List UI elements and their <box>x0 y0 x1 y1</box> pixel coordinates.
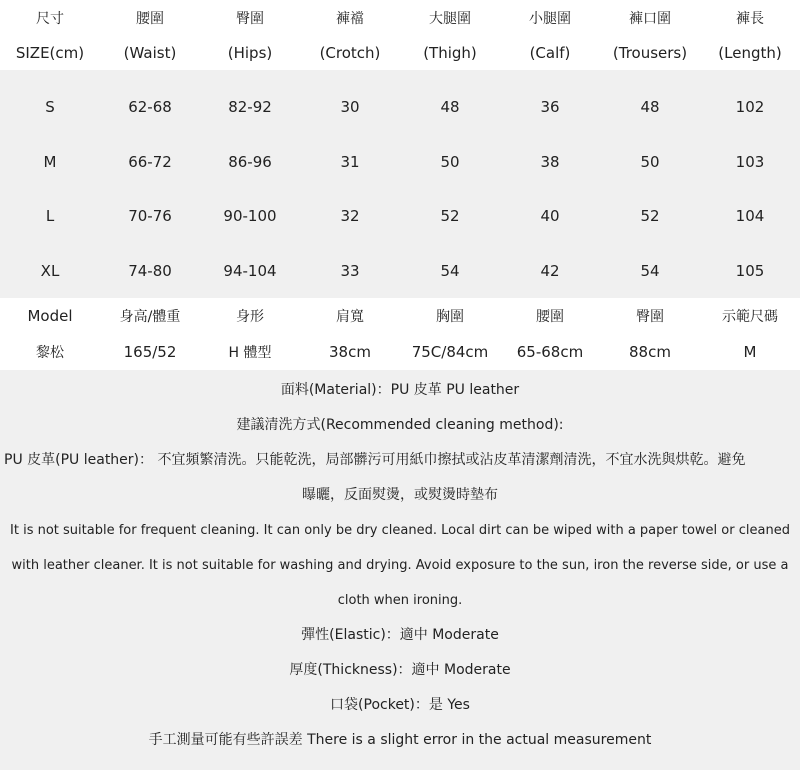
header-zh-cell: 小腿圍 <box>529 10 571 27</box>
cleaning-zh-line-2: 曝曬，反面熨燙，或熨燙時墊布 <box>302 487 498 503</box>
cleaning-zh-line-1: PU 皮革(PU leather)： 不宜頻繁清洗。只能乾洗，局部髒污可用紙巾擦拭或沾皮革清潔劑清洗，不宜水洗與烘乾。避免 <box>4 452 746 468</box>
thickness-line: 厚度(Thickness)：適中 Moderate <box>289 662 511 678</box>
cleaning-en-line-2: with leather cleaner. It is not suitable for washing and drying. Avoid exposure to the sun, iron the reverse side, or use a <box>11 558 789 573</box>
calf-cell: 40 <box>540 207 560 226</box>
crotch-cell: 31 <box>340 152 360 171</box>
header-zh-cell: 尺寸 <box>36 10 64 27</box>
thigh-cell: 54 <box>440 261 460 280</box>
header-en-cell: (Thigh) <box>423 43 477 62</box>
model-size-cell: M <box>743 343 757 361</box>
waist-cell: 70-76 <box>128 207 172 226</box>
hips-cell: 94-104 <box>223 261 277 280</box>
length-cell: 103 <box>735 152 765 171</box>
table-row <box>0 244 800 299</box>
calf-cell: 42 <box>540 261 560 280</box>
header-en-cell: (Length) <box>718 43 782 62</box>
model-table-header <box>0 298 800 334</box>
header-zh-cell: 腰圍 <box>136 10 164 27</box>
table-row <box>0 80 800 135</box>
thigh-cell: 50 <box>440 152 460 171</box>
thigh-cell: 52 <box>440 207 460 226</box>
waist-cell: 66-72 <box>128 152 172 171</box>
waist-cell: 74-80 <box>128 261 172 280</box>
header-en-cell: (Calf) <box>529 43 571 62</box>
size-cell: XL <box>40 261 60 280</box>
model-header-cell: 臀圍 <box>636 309 664 325</box>
crotch-cell: 32 <box>340 207 360 226</box>
cleaning-en-line-1: It is not suitable for frequent cleaning. It can only be dry cleaned. Local dirt can be wiped with a paper towel or cleaned <box>10 523 790 538</box>
header-en-cell: SIZE(cm) <box>15 43 85 62</box>
header-zh-cell: 臀圍 <box>236 10 264 27</box>
pocket-line: 口袋(Pocket)：是 Yes <box>330 697 470 713</box>
hips-cell: 82-92 <box>228 98 272 117</box>
model-waist-cell: 65-68cm <box>516 343 584 361</box>
crotch-cell: 33 <box>340 261 360 280</box>
model-header-cell: 腰圍 <box>536 309 564 325</box>
model-shoulder-cell: 38cm <box>329 343 371 361</box>
model-name-cell: 黎松 <box>36 345 64 361</box>
trousers-cell: 54 <box>640 261 660 280</box>
header-en-cell: (Waist) <box>123 43 177 62</box>
waist-cell: 62-68 <box>128 98 172 117</box>
model-table-row <box>0 334 800 370</box>
length-cell: 104 <box>735 207 765 226</box>
model-header-cell: 身高/體重 <box>119 309 181 325</box>
model-header-cell: Model <box>27 307 73 325</box>
product-info-section <box>0 370 800 770</box>
model-height-weight-cell: 165/52 <box>123 343 177 361</box>
header-en-cell: (Hips) <box>227 43 273 62</box>
size-cell: M <box>43 152 57 171</box>
calf-cell: 36 <box>540 98 560 117</box>
size-table-header-en <box>0 35 800 70</box>
trousers-cell: 48 <box>640 98 660 117</box>
header-zh-cell: 褲長 <box>736 10 764 27</box>
measurement-note: 手工測量可能有些許誤差 There is a slight error in the actual measurement <box>148 732 652 748</box>
size-table-header-zh <box>0 0 800 35</box>
header-en-cell: (Crotch) <box>319 43 381 62</box>
crotch-cell: 30 <box>340 98 360 117</box>
calf-cell: 38 <box>540 152 560 171</box>
model-header-cell: 胸圍 <box>436 309 464 325</box>
material-line: 面料(Material)：PU 皮革 PU leather <box>280 382 520 398</box>
cleaning-en-line-3: cloth when ironing. <box>337 593 463 608</box>
cleaning-title: 建議清洗方式(Recommended cleaning method): <box>236 417 564 433</box>
size-table-body <box>0 70 800 298</box>
table-row <box>0 189 800 244</box>
table-row <box>0 135 800 190</box>
model-hips-cell: 88cm <box>629 343 671 361</box>
header-zh-cell: 大腿圍 <box>429 10 471 27</box>
length-cell: 102 <box>735 98 765 117</box>
hips-cell: 90-100 <box>223 207 277 226</box>
trousers-cell: 52 <box>640 207 660 226</box>
header-zh-cell: 褲襠 <box>336 10 364 27</box>
model-header-cell: 肩寬 <box>336 309 364 325</box>
size-cell: S <box>45 98 55 117</box>
model-header-cell: 示範尺碼 <box>722 309 778 325</box>
header-en-cell: (Trousers) <box>612 43 688 62</box>
length-cell: 105 <box>735 261 765 280</box>
model-bust-cell: 75C/84cm <box>411 343 489 361</box>
elastic-line: 彈性(Elastic)：適中 Moderate <box>301 627 499 643</box>
hips-cell: 86-96 <box>228 152 272 171</box>
size-cell: L <box>45 207 55 226</box>
thigh-cell: 48 <box>440 98 460 117</box>
header-zh-cell: 褲口圍 <box>629 10 671 27</box>
trousers-cell: 50 <box>640 152 660 171</box>
model-body-type-cell: H 體型 <box>228 345 272 361</box>
model-header-cell: 身形 <box>236 309 264 325</box>
